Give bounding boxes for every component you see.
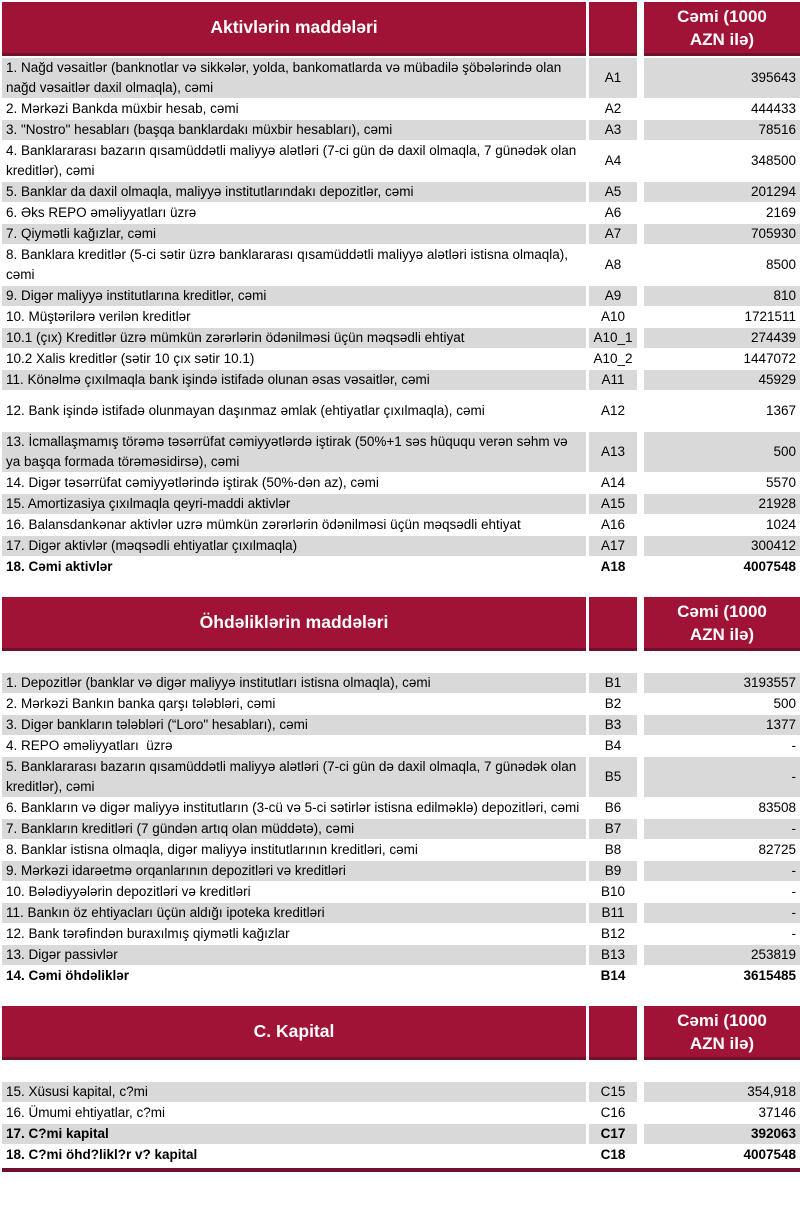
row-value: 500 <box>644 694 800 714</box>
row-label: 10. Müştərilərə verilən kreditlər <box>2 307 586 327</box>
row-value: 1447072 <box>644 349 800 369</box>
row-label: 1. Nağd vəsaitlər (banknotlar və sikkələr, yolda, bankomatlarda və mübadilə şöbələrində olan nağd vəsaitlər daxil olmaqla), cəmi <box>2 58 586 98</box>
row-code: B9 <box>589 861 637 881</box>
row-label: 11. Könəlmə çıxılmaqla bank işində istifadə olunan əsas vəsaitlər, cəmi <box>2 370 586 390</box>
row-code: B12 <box>589 924 637 944</box>
row-label: 14. Digər təsərrüfat cəmiyyətlərində iştirak (50%-dən az), cəmi <box>2 473 586 493</box>
row-code: A16 <box>589 515 637 535</box>
table-row <box>2 349 800 369</box>
row-value: 253819 <box>644 945 800 965</box>
row-value: 348500 <box>644 141 800 181</box>
row-label: 7. Qiymətli kağızlar, cəmi <box>2 224 586 244</box>
row-value: 705930 <box>644 224 800 244</box>
table-row <box>2 515 800 535</box>
row-code: A10 <box>589 307 637 327</box>
header-code-cell <box>589 1006 637 1060</box>
row-label: 2. Mərkəzi Bankda müxbir hesab, cəmi <box>2 99 586 119</box>
table-row <box>2 536 800 556</box>
row-label: 12. Bank işində istifadə olunmayan daşınmaz əmlak (ehtiyatlar çıxılmaqla), cəmi <box>2 391 586 431</box>
row-value: - <box>644 882 800 902</box>
row-value: 1721511 <box>644 307 800 327</box>
table-row <box>2 1082 800 1102</box>
table-row <box>2 99 800 119</box>
row-value: 3193557 <box>644 673 800 693</box>
row-value: 82725 <box>644 840 800 860</box>
row-code: A3 <box>589 120 637 140</box>
table-row <box>2 245 800 285</box>
row-value: 3615485 <box>644 966 800 986</box>
row-value: 37146 <box>644 1103 800 1123</box>
table-row <box>2 141 800 181</box>
row-code: B13 <box>589 945 637 965</box>
row-label: 18. Cəmi aktivlər <box>2 557 586 577</box>
row-code: A11 <box>589 370 637 390</box>
value-header-line2: AZN ilə) <box>689 29 755 49</box>
row-label: 8. Banklara kreditlər (5-ci sətir üzrə banklararası qısamüddətli maliyyə alətləri istisna olmaqla), cəmi <box>2 245 586 285</box>
row-value: 444433 <box>644 99 800 119</box>
table-row <box>2 715 800 735</box>
row-value: 274439 <box>644 328 800 348</box>
row-value: 8500 <box>644 245 800 285</box>
row-value: 78516 <box>644 120 800 140</box>
row-value: - <box>644 903 800 923</box>
row-label: 17. C?mi kapital <box>2 1124 586 1144</box>
value-column-header <box>644 597 800 651</box>
value-header-line1: Cəmi (1000 <box>677 1010 767 1030</box>
header-code-cell <box>589 2 637 56</box>
row-label: 9. Digər maliyyə institutlarına kreditlər, cəmi <box>2 286 586 306</box>
table-row <box>2 557 800 577</box>
table-row <box>2 120 800 140</box>
row-label: 7. Bankların kreditləri (7 gündən artıq olan müddətə), cəmi <box>2 819 586 839</box>
row-label: 4. REPO əməliyyatları üzrə <box>2 736 586 756</box>
row-code: C17 <box>589 1124 637 1144</box>
row-code: A2 <box>589 99 637 119</box>
row-code: B1 <box>589 673 637 693</box>
row-label: 17. Digər aktivlər (məqsədli ehtiyatlar çıxılmaqla) <box>2 536 586 556</box>
row-code: C16 <box>589 1103 637 1123</box>
table-row <box>2 924 800 944</box>
row-value: - <box>644 861 800 881</box>
row-label: 18. C?mi öhd?likl?r v? kapital <box>2 1145 586 1165</box>
row-code: B6 <box>589 798 637 818</box>
row-code: B3 <box>589 715 637 735</box>
row-value: 45929 <box>644 370 800 390</box>
table-row <box>2 673 800 693</box>
row-value: 300412 <box>644 536 800 556</box>
assets-rows <box>2 58 800 577</box>
row-value: 1377 <box>644 715 800 735</box>
row-value: - <box>644 736 800 756</box>
row-label: 9. Mərkəzi idarəetmə orqanlarının depozitləri və kreditləri <box>2 861 586 881</box>
section-title: Aktivlərin maddələri <box>2 2 586 56</box>
section-title: C. Kapital <box>2 1006 586 1060</box>
table-row <box>2 861 800 881</box>
table-row <box>2 1103 800 1123</box>
liabilities-rows <box>2 673 800 986</box>
table-row <box>2 819 800 839</box>
row-code: A10_2 <box>589 349 637 369</box>
row-code: B10 <box>589 882 637 902</box>
table-row <box>2 798 800 818</box>
table-row <box>2 494 800 514</box>
row-code: A7 <box>589 224 637 244</box>
row-label: 6. Əks REPO əməliyyatları üzrə <box>2 203 586 223</box>
row-code: A13 <box>589 432 637 472</box>
row-label: 8. Banklar istisna olmaqla, digər maliyyə institutlarının kreditləri, cəmi <box>2 840 586 860</box>
table-row <box>2 473 800 493</box>
row-value: 201294 <box>644 182 800 202</box>
table-row <box>2 370 800 390</box>
row-label: 16. Balansdankənar aktivlər uzrə mümkün zərərlərin ödənilməsi üçün məqsədli ehtiyat <box>2 515 586 535</box>
table-row <box>2 966 800 986</box>
table-row <box>2 1145 800 1165</box>
row-value: 2169 <box>644 203 800 223</box>
row-value: 83508 <box>644 798 800 818</box>
section-header <box>2 2 800 56</box>
row-code: A5 <box>589 182 637 202</box>
row-code: A8 <box>589 245 637 285</box>
section-header <box>2 1006 800 1060</box>
row-code: A4 <box>589 141 637 181</box>
row-label: 10.2 Xalis kreditlər (sətir 10 çıx sətir 10.1) <box>2 349 586 369</box>
table-row <box>2 903 800 923</box>
value-header-line1: Cəmi (1000 <box>677 6 767 26</box>
row-value: 395643 <box>644 58 800 98</box>
table-row <box>2 391 800 431</box>
row-label: 6. Bankların və digər maliyyə institutların (3-cü və 5-ci sətirlər istisna edilməklə) depozitləri, cəmi <box>2 798 586 818</box>
row-value: 500 <box>644 432 800 472</box>
section-header <box>2 597 800 651</box>
value-column-header <box>644 2 800 56</box>
table-row <box>2 224 800 244</box>
row-label: 16. Ümumi ehtiyatlar, c?mi <box>2 1103 586 1123</box>
table-row <box>2 757 800 797</box>
table-row <box>2 694 800 714</box>
row-code: B4 <box>589 736 637 756</box>
row-code: A18 <box>589 557 637 577</box>
row-code: A10_1 <box>589 328 637 348</box>
table-row <box>2 882 800 902</box>
row-label: 1. Depozitlər (banklar və digər maliyyə institutları istisna olmaqla), cəmi <box>2 673 586 693</box>
row-code: C15 <box>589 1082 637 1102</box>
row-label: 2. Mərkəzi Bankın banka qarşı tələbləri, cəmi <box>2 694 586 714</box>
row-value: 1367 <box>644 391 800 431</box>
row-code: A12 <box>589 391 637 431</box>
table-row <box>2 286 800 306</box>
value-header-line1: Cəmi (1000 <box>677 601 767 621</box>
row-label: 10. Bələdiyyələrin depozitləri və kreditləri <box>2 882 586 902</box>
row-label: 15. Xüsusi kapital, c?mi <box>2 1082 586 1102</box>
section-assets <box>2 2 800 577</box>
row-label: 14. Cəmi öhdəliklər <box>2 966 586 986</box>
row-value: - <box>644 757 800 797</box>
row-code: A1 <box>589 58 637 98</box>
table-row <box>2 203 800 223</box>
row-value: 392063 <box>644 1124 800 1144</box>
section-liabilities <box>2 597 800 986</box>
row-label: 5. Banklar da daxil olmaqla, maliyyə institutlarındakı depozitlər, cəmi <box>2 182 586 202</box>
table-row <box>2 736 800 756</box>
header-code-cell <box>589 597 637 651</box>
row-label: 15. Amortizasiya çıxılmaqla qeyri-maddi aktivlər <box>2 494 586 514</box>
table-row <box>2 432 800 472</box>
row-label: 12. Bank tərəfindən buraxılmış qiymətli kağızlar <box>2 924 586 944</box>
row-code: B7 <box>589 819 637 839</box>
row-label: 3. Digər bankların tələbləri (“Loro" hesabları), cəmi <box>2 715 586 735</box>
row-label: 4. Banklararası bazarın qısamüddətli maliyyə alətləri (7-ci gün də daxil olmaqla, 7 günədək olan kreditlər), cəmi <box>2 141 586 181</box>
value-column-header <box>644 1006 800 1060</box>
row-code: A15 <box>589 494 637 514</box>
row-code: A17 <box>589 536 637 556</box>
row-code: B5 <box>589 757 637 797</box>
row-label: 13. İcmallaşmamış törəmə təsərrüfat cəmiyyətlərdə iştirak (50%+1 səs hüququ verən səhm və ya başqa formada törəməsidirsə), cəmi <box>2 432 586 472</box>
table-row <box>2 1124 800 1144</box>
row-value: 354,918 <box>644 1082 800 1102</box>
table-row <box>2 58 800 98</box>
row-code: B11 <box>589 903 637 923</box>
table-row <box>2 328 800 348</box>
value-header-line2: AZN ilə) <box>689 1033 755 1053</box>
row-value: - <box>644 924 800 944</box>
row-value: 4007548 <box>644 1145 800 1165</box>
table-row <box>2 945 800 965</box>
row-code: B2 <box>589 694 637 714</box>
row-label: 5. Banklararası bazarın qısamüddətli maliyyə alətləri (7-ci gün də daxil olmaqla, 7 günədək olan kreditlər), cəmi <box>2 757 586 797</box>
row-code: C18 <box>589 1145 637 1165</box>
table-row <box>2 307 800 327</box>
value-header-line2: AZN ilə) <box>689 624 755 644</box>
row-value: 1024 <box>644 515 800 535</box>
row-code: A9 <box>589 286 637 306</box>
table-row <box>2 182 800 202</box>
table-row <box>2 840 800 860</box>
capital-rows <box>2 1082 800 1165</box>
row-label: 11. Bankın öz ehtiyacları üçün aldığı ipoteka kreditləri <box>2 903 586 923</box>
row-label: 10.1 (çıx) Kreditlər üzrə mümkün zərərlərin ödənilməsi üçün məqsədli ehtiyat <box>2 328 586 348</box>
row-value: 4007548 <box>644 557 800 577</box>
row-value: - <box>644 819 800 839</box>
row-code: B8 <box>589 840 637 860</box>
bottom-divider <box>2 1168 800 1172</box>
section-title: Öhdəliklərin maddələri <box>2 597 586 651</box>
row-code: A14 <box>589 473 637 493</box>
section-capital <box>2 1006 800 1165</box>
row-code: B14 <box>589 966 637 986</box>
row-label: 13. Digər passivlər <box>2 945 586 965</box>
row-label: 3. "Nostro" hesabları (başqa banklardakı müxbir hesabları), cəmi <box>2 120 586 140</box>
row-value: 21928 <box>644 494 800 514</box>
row-code: A6 <box>589 203 637 223</box>
row-value: 810 <box>644 286 800 306</box>
row-value: 5570 <box>644 473 800 493</box>
